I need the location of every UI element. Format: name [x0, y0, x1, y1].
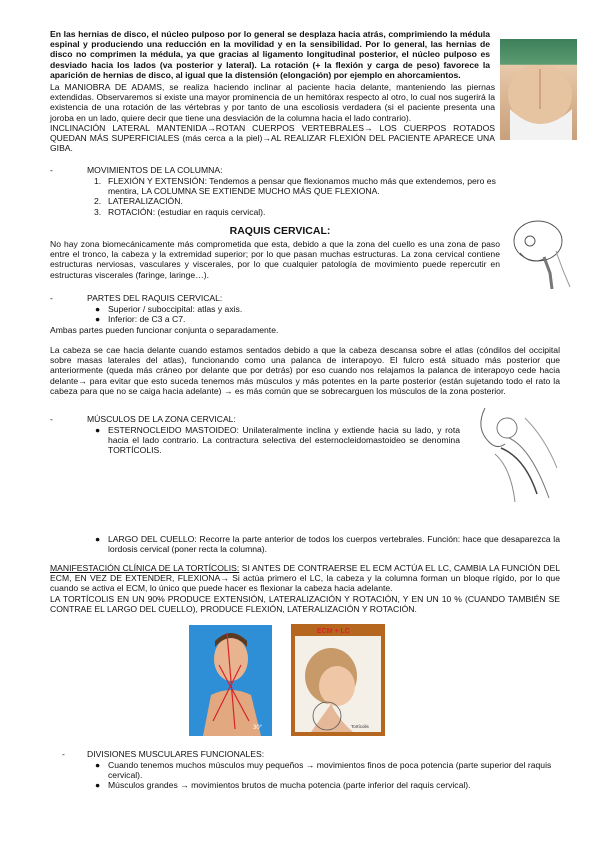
adams-back-photo — [500, 39, 577, 140]
photo-label: ECM + LC — [317, 628, 350, 635]
neck-muscle-illustration — [465, 398, 565, 508]
list-item: 1. FLEXIÓN Y EXTENSIÓN: Tendemos a pensar que flexionamos mucho más que extendemos, pero es mentira, LA COLUMNA SE EXTIENDE MUCHO MÁS QUE FLEXIONA. — [94, 176, 496, 197]
manifestacion-heading: MANIFESTACIÓN CLÍNICA DE LA TORTÍCOLIS: — [50, 563, 240, 573]
inclinacion-paragraph: INCLINACIÓN LATERAL MANTENIDA→ROTAN CUERPOS VERTEBRALES→ LOS CUERPOS ROTADOS QUEDAN MÁS SUPERFICIALES (más cerca a la piel)→AL REALIZAR FLEXIÓN DEL PACIENTE APARECE UNA GIBA. — [50, 123, 495, 154]
intro-paragraph-1: En las hernias de disco, el núcleo pulposo por lo general se desplaza hacia atrás, comprimiendo la médula espinal y produciendo una reducción en la movilidad y en la sensibilidad. Por lo general, las hernias de disco no comprimen la médula, ya que gracias al ligamento longitudinal posterior, el núcleo pulposo es desviado hacia los lados (va posterior y lateral). La rotación (+ la flexión y carga de peso) favorece la aparición de hernias de disco, al igual que la distensión (elongación) por ejemplo en ahorcamientos. — [50, 29, 490, 80]
partes-note: Ambas partes pueden funcionar conjunta o separadamente. — [50, 325, 279, 335]
list-item: ● Músculos grandes → movimientos brutos de mucha potencia (parte inferior del raquis cervical). — [95, 780, 471, 791]
divisiones-heading: DIVISIONES MUSCULARES FUNCIONALES: — [87, 749, 265, 759]
photo-caption: Tortícolis — [351, 724, 369, 729]
adams-paragraph: La MANIOBRA DE ADAMS, se realiza haciendo inclinar al paciente hacia delante, manteniendo las piernas extendidas. Observaremos si existe una mayor prominencia de un hemitórax respecto al otro, lo cual nos sugerirá la existencia de una rotación de las vértebras y por tanto de una escoliosis verdadera (si el paciente presenta una joroba en un lado, quiere decir que tiene una desviación de la columna hacia el lado contrario). — [50, 82, 495, 123]
list-dash: - — [50, 414, 53, 424]
back-illustration — [500, 39, 577, 140]
partes-list — [95, 304, 243, 325]
list-item: 3. ROTACIÓN: (estudiar en raquis cervical). — [94, 206, 266, 217]
cabeza-paragraph: La cabeza se cae hacia delante cuando estamos sentados debido a que la cabeza descansa sobre el atlas (cóndilos del occipital sobre masas laterales del atlas), funcionando como una palanca de interapoyo. El fulcro está situado más posterior que anteriormente (queda más cráneo por delante que por detrás) por eso cuando nos relajamos la palanca de interapoyo cede hacia delante→ para evitar que esto suceda tenemos más músculos y más potentes en la parte posterior (están sujetando todo el rato la cabeza para que no se caiga hacia adelante) → es más común que se sobrecarguen los músculos de la zona posterior. — [50, 345, 560, 396]
divisiones-list — [95, 760, 560, 791]
partes-heading: PARTES DEL RAQUIS CERVICAL: — [87, 293, 223, 303]
photo-caption: 30° — [253, 725, 263, 731]
list-dash: - — [50, 293, 53, 303]
raquis-title: RAQUIS CERVICAL: — [229, 225, 331, 237]
lc-list — [95, 534, 560, 555]
movimientos-list — [94, 176, 518, 217]
musculos-list — [95, 425, 460, 456]
movimientos-heading: MOVIMIENTOS DE LA COLUMNA: — [87, 165, 223, 175]
musculos-heading: MÚSCULOS DE LA ZONA CERVICAL: — [87, 414, 236, 424]
list-item: 2. LATERALIZACIÓN. — [94, 196, 183, 207]
torticolis-photo-right — [291, 624, 385, 736]
list-dash: - — [50, 165, 53, 175]
list-item: ● ESTERNOCLEIDO MASTOIDEO: Unilateralmente inclina y extiende hacia su lado, y rota hacia el lado contrario. La contractura selectiva del esternocleidomastoideo se denomina TORTÍCOLIS. — [95, 425, 460, 456]
torticolis-paragraph: LA TORTÍCOLIS EN UN 90% PRODUCE EXTENSIÓN, LATERALIZACIÓN Y ROTACIÓN, Y EN UN 10 % (CUANDO TAMBIÉN SE CONTRAE EL LARGO DEL CUELLO), PRODUCE FLEXIÓN, LATERALIZACIÓN Y ROTACIÓN. — [50, 594, 560, 615]
list-item: ● LARGO DEL CUELLO: Recorre la parte anterior de todos los cuerpos vertebrales. Función: hace que desaparezca la lordosis cervical (poner recta la columna). — [95, 534, 560, 555]
raquis-paragraph: No hay zona biomecánicamente más comprometida que esta, debido a que la zona del cuello es una zona de paso entre el tronco, la cabeza y la extremidad superior; por lo que pasan muchas estructuras. La zona cervical contiene estructuras nerviosas, vasculares y viscerales, por lo que cualquier patología de movimiento puede repercutir en estructuras viscerales (faringe, laringe…). — [50, 239, 500, 280]
skull-neck-illustration — [500, 213, 580, 291]
list-item: ● Superior / suboccipital: atlas y axis. — [95, 304, 243, 314]
list-item: ● Cuando tenemos muchos músculos muy pequeños → movimientos finos de poca potencia (parte superior del raquis cervical). — [95, 760, 552, 781]
manifestacion-paragraph: MANIFESTACIÓN CLÍNICA DE LA TORTÍCOLIS: SI ANTES DE CONTRAERSE EL ECM ACTÚA EL LC, CAMBIA LA FUNCIÓN DEL ECM, EN VEZ DE EXTENDER, FLEXIONA→ Si actúa primero el LC, la cabeza y la columna forman un bloque rígido, por lo que cuando se activa el ECM, lo único que puede hacer es flexionar la cabeza hacia adelante. — [50, 563, 560, 594]
torticolis-photo-left — [189, 625, 272, 736]
list-item: ● Inferior: de C3 a C7. — [95, 314, 186, 325]
list-dash: - — [62, 749, 65, 759]
